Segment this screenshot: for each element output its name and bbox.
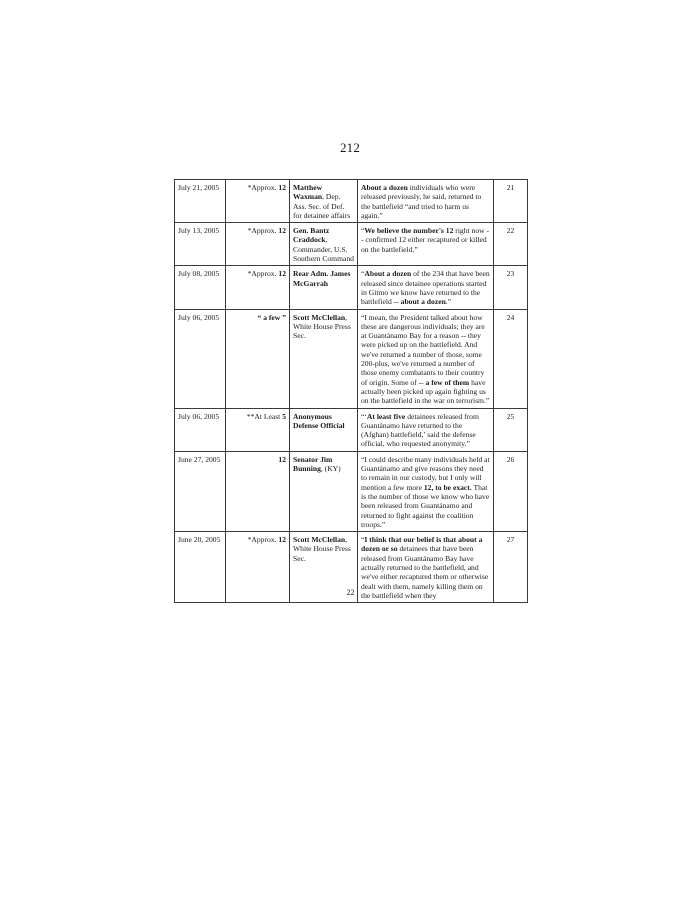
text-run: “ xyxy=(361,269,365,279)
speaker-cell xyxy=(290,451,358,531)
speaker-cell xyxy=(290,223,358,266)
quote-cell xyxy=(358,180,494,223)
bold-text-run: About a dozen xyxy=(361,183,408,192)
text-run: of the 234 that have been released since detainee operations started in Gitmo we know have returned to the battlefield -- xyxy=(361,269,490,307)
bold-text-run: about a dozen xyxy=(400,297,446,307)
date-cell: June 20, 2005 xyxy=(175,532,226,603)
bold-text-run: Matthew Waxman xyxy=(293,183,323,202)
reference-number-cell: 25 xyxy=(494,408,528,451)
bold-text-run: a few of them xyxy=(425,377,470,387)
text-run: “I could describe many individuals held at Guantánamo and give reasons they need to remain in our custody, but I only will mention a few more xyxy=(361,454,490,492)
count-cell xyxy=(226,223,290,266)
table-row xyxy=(175,180,528,223)
quote-cell xyxy=(358,309,494,408)
bold-text-run: 5 xyxy=(282,411,286,421)
text-run: *Approx. xyxy=(247,535,279,545)
bold-text-run: Scott McClellan xyxy=(293,535,346,545)
reference-number-cell: 27 xyxy=(494,532,528,603)
text-run: , White House Press Sec. xyxy=(293,312,351,341)
text-run: *Approx. xyxy=(247,226,279,236)
text-run: *Approx. xyxy=(247,269,279,279)
bold-text-run: 12 xyxy=(278,183,286,192)
count-cell xyxy=(226,408,290,451)
bold-text-run: 12 xyxy=(278,454,286,464)
table-row xyxy=(175,266,528,309)
speaker-cell xyxy=(290,180,358,223)
text-run: , (KY) xyxy=(320,464,341,474)
bold-text-run: Scott McClellan xyxy=(293,312,346,322)
speaker-cell xyxy=(290,266,358,309)
bold-text-run: 12, to be exact. xyxy=(423,482,472,492)
date-cell: June 27, 2005 xyxy=(175,451,226,531)
quote-cell xyxy=(358,408,494,451)
quote-cell xyxy=(358,223,494,266)
bold-text-run: We believe the number's 12 xyxy=(364,226,454,236)
text-run: “‘ xyxy=(361,411,367,421)
text-run: right now -- confirmed 12 either recaptured or killed on the battlefield.” xyxy=(361,226,490,254)
bold-text-run: About a dozen xyxy=(364,269,412,279)
text-run: That is the number of those we know who have been released from Guantánamo and returned to fight against the coalition troops.” xyxy=(361,482,490,529)
text-run: “I mean, the President talked about how these are dangerous individuals; they are at Guantánamo Bay for a reason -- they were picked up on the battlefield. And we've returned a number of those, some 200-plus, we've returned a number of those enemy combatants to their country of origin. Some of -- xyxy=(361,312,485,387)
date-cell: July 21, 2005 xyxy=(175,180,226,223)
text-run: “ xyxy=(361,535,365,545)
reference-number-cell: 23 xyxy=(494,266,528,309)
bold-text-run: Senator Jim Bunning xyxy=(293,454,333,474)
bold-text-run: At least five xyxy=(366,411,406,421)
bold-text-run: 12 xyxy=(278,269,286,279)
bold-text-run: I think that our belief is that about a dozen or so xyxy=(361,535,483,554)
text-run: .” xyxy=(445,297,452,307)
text-run: , Commander, U.S. Southern Command xyxy=(293,235,354,264)
date-cell: July 06, 2005 xyxy=(175,309,226,408)
text-run: detainees released from Guantánamo have returned to the (Afghan) battlefield,’ said the defense official, who requested anonymity.” xyxy=(361,411,479,449)
text-run: detainees that have been released from Guantánamo Bay have actually returned to the battlefield, and we've either recaptured them or otherwise dealt with them, namely killing them on the battlefield when they xyxy=(361,544,489,600)
bold-text-run: “ a few ” xyxy=(257,312,286,322)
bold-text-run: 12 xyxy=(278,226,286,236)
reference-number-cell: 26 xyxy=(494,451,528,531)
page-header-number: 212 xyxy=(339,140,361,155)
text-run: , Dep. Ass. Sec. of Def. for detainee affairs xyxy=(293,192,351,220)
page-footer-number: 22 xyxy=(346,588,355,597)
text-run: **At Least xyxy=(246,411,283,421)
table-row xyxy=(175,309,528,408)
date-cell: July 13, 2005 xyxy=(175,223,226,266)
date-cell: July 08, 2005 xyxy=(175,266,226,309)
text-run: , White House Press Sec. xyxy=(293,535,351,563)
bold-text-run: Gen. Bantz Craddock xyxy=(293,226,330,245)
text-run: “ xyxy=(361,226,365,236)
bold-text-run: Rear Adm. James McGarrah xyxy=(293,269,351,288)
count-cell xyxy=(226,309,290,408)
reference-number-cell: 22 xyxy=(494,223,528,266)
quote-cell xyxy=(358,266,494,309)
count-cell xyxy=(226,266,290,309)
speaker-cell xyxy=(290,408,358,451)
table-row xyxy=(175,451,528,531)
bold-text-run: Anonymous Defense Official xyxy=(293,411,345,430)
detainee-statements-table xyxy=(174,179,528,603)
text-run: have actually been picked up again fighting us on the battlefield in the war on terrorism.” xyxy=(361,377,490,406)
speaker-cell xyxy=(290,309,358,408)
quote-cell xyxy=(358,451,494,531)
count-cell xyxy=(226,451,290,531)
reference-number-cell: 21 xyxy=(494,180,528,223)
text-run: individuals who were released previously, he said, returned to the battlefield “and tried to harm us again.” xyxy=(361,183,482,220)
count-cell xyxy=(226,180,290,223)
reference-number-cell: 24 xyxy=(494,309,528,408)
table-row xyxy=(175,408,528,451)
bold-text-run: 12 xyxy=(278,535,286,545)
table-row xyxy=(175,223,528,266)
date-cell: July 06, 2005 xyxy=(175,408,226,451)
text-run: *Approx. xyxy=(247,183,279,192)
